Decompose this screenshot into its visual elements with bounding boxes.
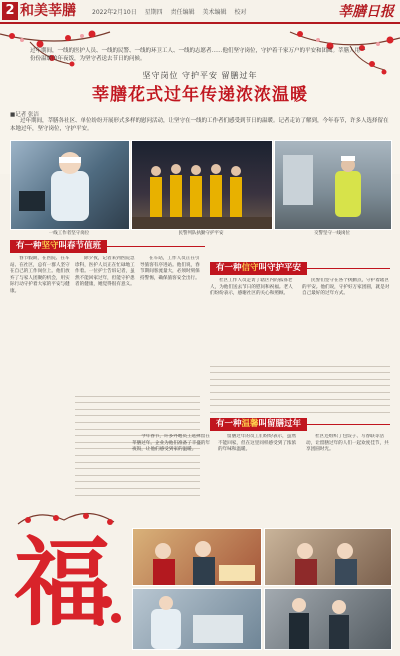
article-col-3: 在车站，工作人员正在引导旅客有序进站。他们说，春节期间客流量大，必须时刻保持警惕，确保旅客安全出行。 bbox=[140, 256, 200, 281]
weekday: 星期四 bbox=[144, 9, 163, 16]
article-col-6: 今年春节，许多外地员工选择留在莘膳过年。企业为他们准备了丰盛的年夜饭，让他们感受到家的温暖。 bbox=[132, 434, 211, 453]
photo-traffic-police bbox=[274, 140, 392, 230]
feature-headline: 莘膳花式过年传递浓浓温暖 bbox=[92, 85, 308, 105]
photo-medical-worker bbox=[10, 140, 130, 230]
photo-bottom-3 bbox=[132, 588, 262, 650]
page-meta bbox=[92, 7, 252, 16]
editor: 责任编辑 bbox=[170, 9, 195, 16]
section-name: 和美莘膳 bbox=[20, 3, 76, 19]
photo-bottom-1 bbox=[132, 528, 262, 586]
section-title-stay: 有一种温馨叫留膳过年 bbox=[210, 418, 307, 431]
feature-lead: 过年期间，一线的医护人员、一线的民警、一线的环卫工人、一线的志愿者……他们坚守岗位，守护着千家万户的平安和团圆。莘膳人用一份份温暖的年夜饭，为坚守者送去节日的问候。 bbox=[30, 48, 366, 62]
feature-subheadline: 坚守岗位 守护平安 留膳过年 bbox=[142, 71, 258, 80]
date: 2022年2月10日 bbox=[92, 9, 137, 16]
photo-police-line bbox=[131, 140, 273, 230]
article-col-1: 春节假期，在医院、在车站、在社区，总有一群人坚守在自己的工作岗位上。他们放弃了与家人团聚的机会，用实际行动守护着大家的平安与健康。 bbox=[10, 256, 70, 294]
proofreader: 校对 bbox=[234, 9, 247, 16]
fu-decoration bbox=[8, 510, 126, 650]
photo-caption-3: 交警坚守一线岗位 bbox=[314, 231, 350, 236]
section-banner-protect bbox=[210, 262, 390, 275]
photo-bottom-4 bbox=[264, 588, 392, 650]
byline: ■记者 张洁 bbox=[10, 112, 39, 118]
page-number: 2 bbox=[2, 2, 18, 20]
photo-caption-2: 民警列队执勤守护平安 bbox=[178, 231, 224, 236]
section-banner-stay bbox=[210, 418, 390, 431]
article-col-2: 除夕夜，记者来到医院急诊科，医护人员正在忙碌地工作着。一位护士告诉记者，虽然不能回家过年，但能守护患者的健康，她觉得很有意义。 bbox=[75, 256, 135, 288]
paper-logo: 莘膳日报 bbox=[338, 4, 394, 20]
article-text-block-2 bbox=[210, 360, 390, 415]
fu-character: 福 bbox=[14, 526, 110, 639]
article-col-8: 社区还组织了包饺子、写春联等活动，让留膳过年的人们一起欢度佳节，共享团圆时光。 bbox=[306, 434, 389, 453]
article-col-4: 社区工作人员走访了辖区内的孤寡老人，为他们送去节日的慰问和祝福。老人们纷纷表示，感谢社区的关心和照顾。 bbox=[210, 278, 293, 297]
art-editor: 美术编辑 bbox=[202, 9, 227, 16]
section-title-duty: 有一种坚守叫春节值班 bbox=[10, 240, 107, 253]
feature-intro: 过年期间，莘膳各社区、单位纷纷开展形式多样的慰问活动，让坚守在一线的工作者们感受到节日的温暖。记者走访了解到，今年春节，许多人选择留在本地过年，坚守岗位，守护平安。 bbox=[10, 118, 389, 132]
photo-caption-1: 一线工作者坚守岗位 bbox=[48, 231, 90, 236]
article-col-7: 留膳过年的员工们纷纷表示，虽然不能回家，但在这里同样感受到了浓浓的年味和温暖。 bbox=[218, 434, 297, 453]
section-banner-duty bbox=[10, 240, 205, 253]
section-title-protect: 有一种信守叫守护平安 bbox=[210, 262, 307, 275]
article-col-5: 民警们坚守在各个执勤点，守护着辖区的平安。他们说，守护好万家团圆，就是对自己最好的过年方式。 bbox=[302, 278, 390, 297]
photo-bottom-2 bbox=[264, 528, 392, 586]
